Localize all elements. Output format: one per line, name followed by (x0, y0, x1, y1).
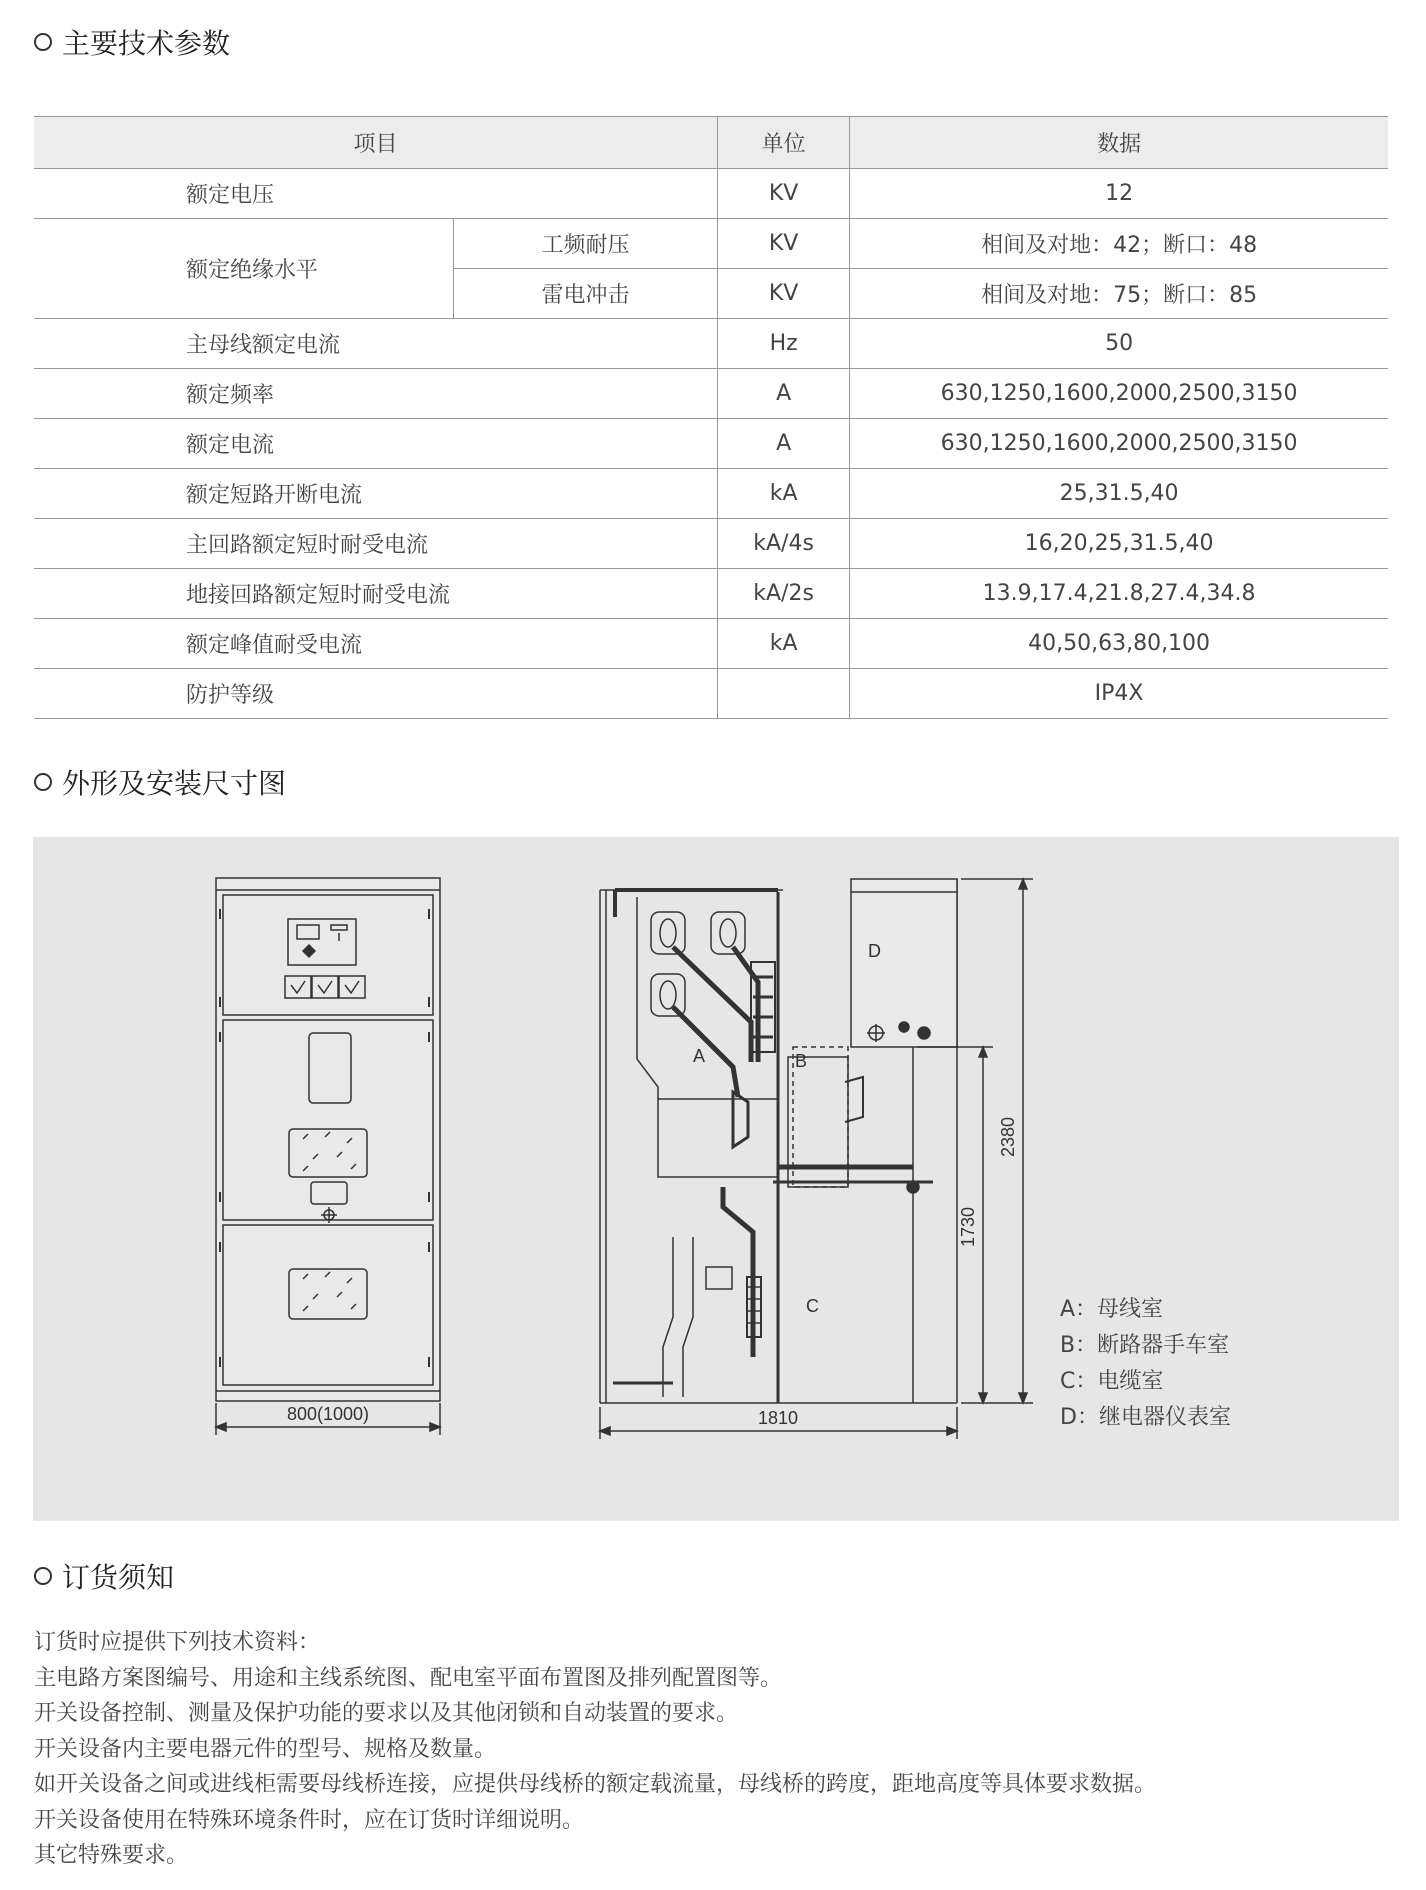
row-item: 主母线额定电流 (34, 319, 718, 369)
front-width-label: 800(1000) (286, 1404, 370, 1424)
compartment-label-b: B (795, 1051, 808, 1071)
row-item: 额定电压 (34, 169, 718, 219)
compartment-label-d: D (868, 941, 881, 961)
notes-line: 如开关设备之间或进线柜需要母线桥连接，应提供母线桥的额定载流量，母线桥的跨度，距地高度等具体要求数据。 (34, 1772, 1157, 1797)
ordering-notes (34, 1625, 1156, 1874)
tech-params-table (34, 116, 1388, 719)
row-item: 防护等级 (34, 669, 718, 719)
section-title-text: 订货须知 (62, 1561, 175, 1594)
table-row (34, 519, 1388, 569)
legend-item-b: B：断路器手车室 (1060, 1333, 1230, 1358)
notes-line: 订货时应提供下列技术资料： (34, 1630, 321, 1655)
table-header-row (34, 117, 1388, 169)
row-unit: A (718, 369, 850, 419)
table-row (34, 469, 1388, 519)
row-item: 额定峰值耐受电流 (34, 619, 718, 669)
section-title-tech-params (34, 22, 230, 62)
circle-bullet-icon (34, 1567, 52, 1585)
table-row (34, 219, 1388, 269)
height-lower-label: 1730 (958, 1206, 978, 1248)
side-view (600, 879, 1033, 1439)
row-unit: KV (718, 269, 850, 319)
height-total-label: 2380 (998, 1116, 1018, 1158)
row-item: 额定电流 (34, 419, 718, 469)
dimension-drawing-panel (33, 837, 1399, 1521)
row-unit: Hz (718, 319, 850, 369)
row-value: 12 (850, 169, 1388, 219)
table-row (34, 169, 1388, 219)
row-unit: kA/4s (718, 519, 850, 569)
row-value: 40,50,63,80,100 (850, 619, 1388, 669)
notes-line: 开关设备内主要电器元件的型号、规格及数量。 (34, 1736, 497, 1762)
section-title-dimensions (34, 762, 286, 802)
section-title-text: 外形及安装尺寸图 (62, 767, 287, 800)
legend-item-a: A：母线室 (1060, 1297, 1164, 1322)
row-unit: kA (718, 619, 850, 669)
table-row (34, 619, 1388, 669)
circle-bullet-icon (34, 773, 52, 791)
row-value: 25,31.5,40 (850, 469, 1388, 519)
section-title-ordering (34, 1556, 174, 1596)
row-unit (718, 669, 850, 719)
section-title-text: 主要技术参数 (62, 27, 231, 60)
header-unit: 单位 (718, 117, 850, 169)
header-item: 项目 (34, 117, 718, 169)
side-depth-label: 1810 (757, 1408, 799, 1428)
notes-line: 其它特殊要求。 (34, 1843, 189, 1868)
row-item: 地接回路额定短时耐受电流 (34, 569, 718, 619)
compartment-label-c: C (806, 1296, 819, 1316)
row-value: 13.9,17.4,21.8,27.4,34.8 (850, 569, 1388, 619)
row-item: 额定绝缘水平 (34, 219, 454, 319)
legend-item-d: D：继电器仪表室 (1060, 1405, 1231, 1430)
row-unit: kA (718, 469, 850, 519)
table-row (34, 419, 1388, 469)
row-unit: A (718, 419, 850, 469)
table-row (34, 319, 1388, 369)
compartment-label-a: A (693, 1046, 706, 1066)
header-value: 数据 (850, 117, 1388, 169)
row-item: 额定频率 (34, 369, 718, 419)
front-view (216, 878, 440, 1435)
row-value: 16,20,25,31.5,40 (850, 519, 1388, 569)
notes-line: 开关设备使用在特殊环境条件时，应在订货时详细说明。 (34, 1807, 585, 1833)
table-row (34, 569, 1388, 619)
row-value: 630,1250,1600,2000,2500,3150 (850, 419, 1388, 469)
table-row (34, 369, 1388, 419)
row-value: 50 (850, 319, 1388, 369)
notes-line: 主电路方案图编号、用途和主线系统图、配电室平面布置图及排列配置图等。 (34, 1665, 783, 1691)
notes-line: 开关设备控制、测量及保护功能的要求以及其他闭锁和自动装置的要求。 (34, 1701, 739, 1726)
circle-bullet-icon (34, 33, 52, 51)
row-unit: kA/2s (718, 569, 850, 619)
row-value: 相间及对地：75；断口：85 (850, 269, 1388, 319)
row-subitem: 工频耐压 (454, 219, 718, 269)
row-value: 相间及对地：42；断口：48 (850, 219, 1388, 269)
legend-item-c: C：电缆室 (1060, 1369, 1164, 1394)
row-item: 主回路额定短时耐受电流 (34, 519, 718, 569)
row-item: 额定短路开断电流 (34, 469, 718, 519)
table-row (34, 669, 1388, 719)
row-value: IP4X (850, 669, 1388, 719)
row-unit: KV (718, 169, 850, 219)
row-subitem: 雷电冲击 (454, 269, 718, 319)
row-unit: KV (718, 219, 850, 269)
row-value: 630,1250,1600,2000,2500,3150 (850, 369, 1388, 419)
